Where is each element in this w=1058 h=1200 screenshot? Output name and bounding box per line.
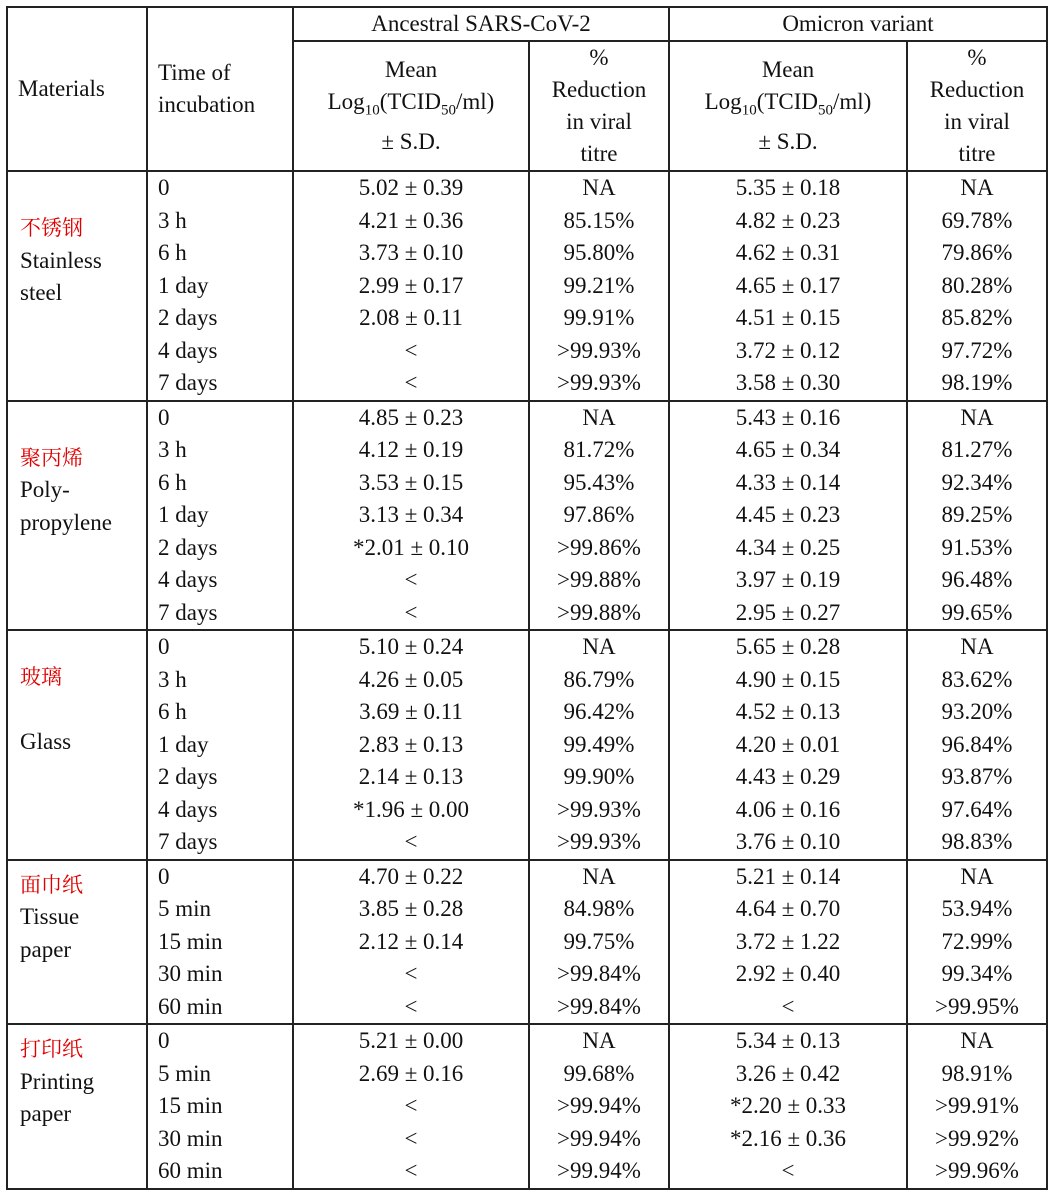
time-cell: 7 days bbox=[147, 826, 293, 860]
ancestral-pct-cell: 97.86% bbox=[529, 499, 669, 532]
titre-label: titre bbox=[580, 141, 618, 166]
omicron-mean-cell: 3.58 ± 0.30 bbox=[669, 367, 907, 401]
omicron-pct-cell: 80.28% bbox=[907, 270, 1047, 303]
time-cell: 3 h bbox=[147, 664, 293, 697]
table-row bbox=[7, 958, 1047, 991]
table-row bbox=[7, 270, 1047, 303]
omicron-pct-cell: 83.62% bbox=[907, 664, 1047, 697]
ancestral-mean-cell: 2.12 ± 0.14 bbox=[293, 926, 529, 959]
ancestral-pct-cell: 95.43% bbox=[529, 467, 669, 500]
table-row bbox=[7, 1123, 1047, 1156]
time-cell: 15 min bbox=[147, 926, 293, 959]
omicron-mean-cell: 3.72 ± 1.22 bbox=[669, 926, 907, 959]
table-row bbox=[7, 664, 1047, 697]
table-row bbox=[7, 467, 1047, 500]
table-row bbox=[7, 434, 1047, 467]
ancestral-mean-cell: 4.70 ± 0.22 bbox=[293, 860, 529, 894]
omicron-mean-cell: 4.64 ± 0.70 bbox=[669, 893, 907, 926]
omicron-mean-cell: 3.26 ± 0.42 bbox=[669, 1058, 907, 1091]
header-row-1 bbox=[7, 7, 1047, 41]
table-row bbox=[7, 794, 1047, 827]
omicron-mean-cell: 4.51 ± 0.15 bbox=[669, 302, 907, 335]
ancestral-pct-cell: >99.93% bbox=[529, 367, 669, 401]
time-cell: 4 days bbox=[147, 564, 293, 597]
table-row bbox=[7, 630, 1047, 664]
ancestral-mean-cell: < bbox=[293, 826, 529, 860]
omicron-mean-cell: 5.65 ± 0.28 bbox=[669, 630, 907, 664]
time-cell: 0 bbox=[147, 630, 293, 664]
ancestral-pct-cell: NA bbox=[529, 630, 669, 664]
sd-label: ± S.D. bbox=[758, 129, 818, 155]
ancestral-pct-header bbox=[529, 41, 669, 171]
omicron-pct-cell: 79.86% bbox=[907, 237, 1047, 270]
omicron-pct-cell: 96.48% bbox=[907, 564, 1047, 597]
omicron-mean-cell: 3.97 ± 0.19 bbox=[669, 564, 907, 597]
table-row bbox=[7, 564, 1047, 597]
table-row bbox=[7, 696, 1047, 729]
material-english-label: Tissue bbox=[20, 904, 80, 929]
omicron-pct-cell: >99.91% bbox=[907, 1090, 1047, 1123]
material-chinese-label: 聚丙烯 bbox=[20, 445, 83, 470]
ancestral-mean-cell: 3.85 ± 0.28 bbox=[293, 893, 529, 926]
ancestral-pct-cell: >99.84% bbox=[529, 991, 669, 1025]
table-row bbox=[7, 171, 1047, 205]
omicron-pct-cell: 92.34% bbox=[907, 467, 1047, 500]
omicron-pct-cell: 98.91% bbox=[907, 1058, 1047, 1091]
ancestral-mean-cell: 3.13 ± 0.34 bbox=[293, 499, 529, 532]
data-table-container bbox=[6, 6, 1048, 1190]
time-cell: 0 bbox=[147, 401, 293, 435]
omicron-mean-cell: 4.06 ± 0.16 bbox=[669, 794, 907, 827]
material-english-label: Printing bbox=[20, 1068, 95, 1094]
ancestral-pct-cell: 85.15% bbox=[529, 205, 669, 238]
omicron-pct-cell: 93.20% bbox=[907, 696, 1047, 729]
omicron-mean-cell: 2.92 ± 0.40 bbox=[669, 958, 907, 991]
material-cell bbox=[7, 630, 147, 860]
time-cell: 6 h bbox=[147, 237, 293, 270]
ancestral-mean-cell: 2.69 ± 0.16 bbox=[293, 1058, 529, 1091]
time-cell: 6 h bbox=[147, 467, 293, 500]
time-cell: 60 min bbox=[147, 991, 293, 1025]
mean-label: Mean bbox=[761, 56, 815, 82]
ancestral-mean-cell: 4.26 ± 0.05 bbox=[293, 664, 529, 697]
omicron-pct-cell: 93.87% bbox=[907, 761, 1047, 794]
time-cell: 5 min bbox=[147, 893, 293, 926]
omicron-pct-cell: 99.34% bbox=[907, 958, 1047, 991]
material-english-label-2: propylene bbox=[20, 509, 112, 535]
table-row bbox=[7, 893, 1047, 926]
omicron-pct-cell: NA bbox=[907, 860, 1047, 894]
omicron-mean-cell: 3.72 ± 0.12 bbox=[669, 335, 907, 368]
titre-label: titre bbox=[958, 141, 996, 166]
ancestral-mean-cell: 3.53 ± 0.15 bbox=[293, 467, 529, 500]
omicron-mean-cell: 4.20 ± 0.01 bbox=[669, 729, 907, 762]
material-chinese-label: 玻璃 bbox=[20, 665, 62, 689]
omicron-pct-cell: >99.95% bbox=[907, 991, 1047, 1025]
ancestral-pct-cell: NA bbox=[529, 401, 669, 435]
time-header-line1: Time of bbox=[158, 60, 231, 85]
time-cell: 1 day bbox=[147, 499, 293, 532]
table-row bbox=[7, 597, 1047, 631]
time-cell: 5 min bbox=[147, 1058, 293, 1091]
table-row bbox=[7, 532, 1047, 565]
ancestral-mean-cell: < bbox=[293, 1155, 529, 1189]
ancestral-pct-cell: NA bbox=[529, 171, 669, 205]
omicron-mean-cell: 4.52 ± 0.13 bbox=[669, 696, 907, 729]
ancestral-pct-cell: 99.91% bbox=[529, 302, 669, 335]
table-row bbox=[7, 991, 1047, 1025]
time-cell: 6 h bbox=[147, 696, 293, 729]
omicron-mean-cell: 4.82 ± 0.23 bbox=[669, 205, 907, 238]
ancestral-pct-cell: >99.84% bbox=[529, 958, 669, 991]
omicron-pct-cell: 96.84% bbox=[907, 729, 1047, 762]
omicron-pct-cell: 99.65% bbox=[907, 597, 1047, 631]
ancestral-mean-cell: 2.14 ± 0.13 bbox=[293, 761, 529, 794]
ancestral-pct-cell: >99.88% bbox=[529, 564, 669, 597]
omicron-pct-cell: 85.82% bbox=[907, 302, 1047, 335]
table-row bbox=[7, 302, 1047, 335]
ancestral-mean-cell: 5.02 ± 0.39 bbox=[293, 171, 529, 205]
reduction-label: Reduction bbox=[551, 77, 647, 102]
material-english-label-2: steel bbox=[20, 280, 63, 305]
time-cell: 2 days bbox=[147, 302, 293, 335]
omicron-mean-cell: 5.34 ± 0.13 bbox=[669, 1024, 907, 1058]
omicron-mean-cell: 4.90 ± 0.15 bbox=[669, 664, 907, 697]
ancestral-header: Ancestral SARS-CoV-2 bbox=[293, 7, 669, 41]
time-cell: 3 h bbox=[147, 205, 293, 238]
table-row bbox=[7, 1090, 1047, 1123]
pct-label: % bbox=[967, 45, 987, 70]
time-cell: 7 days bbox=[147, 367, 293, 401]
ancestral-mean-cell: 3.73 ± 0.10 bbox=[293, 237, 529, 270]
ancestral-mean-cell: < bbox=[293, 597, 529, 631]
ancestral-pct-cell: 81.72% bbox=[529, 434, 669, 467]
omicron-mean-cell: 4.34 ± 0.25 bbox=[669, 532, 907, 565]
table-row bbox=[7, 1058, 1047, 1091]
ancestral-pct-cell: NA bbox=[529, 1024, 669, 1058]
omicron-mean-cell: < bbox=[669, 1155, 907, 1189]
ancestral-pct-cell: >99.93% bbox=[529, 794, 669, 827]
time-cell: 0 bbox=[147, 171, 293, 205]
material-english-label: Stainless bbox=[20, 247, 102, 273]
viral-titre-table bbox=[6, 6, 1048, 1190]
time-cell: 2 days bbox=[147, 761, 293, 794]
ancestral-pct-cell: >99.93% bbox=[529, 826, 669, 860]
ancestral-pct-cell: 99.68% bbox=[529, 1058, 669, 1091]
omicron-pct-cell: 98.83% bbox=[907, 826, 1047, 860]
table-row bbox=[7, 205, 1047, 238]
omicron-mean-header bbox=[669, 41, 907, 171]
material-english-label: Glass bbox=[20, 728, 72, 754]
ancestral-pct-cell: 99.75% bbox=[529, 926, 669, 959]
table-row bbox=[7, 237, 1047, 270]
omicron-mean-cell: 5.21 ± 0.14 bbox=[669, 860, 907, 894]
ancestral-mean-cell: 2.83 ± 0.13 bbox=[293, 729, 529, 762]
table-row bbox=[7, 926, 1047, 959]
omicron-mean-cell: 4.65 ± 0.34 bbox=[669, 434, 907, 467]
table-row bbox=[7, 499, 1047, 532]
ancestral-pct-cell: 99.49% bbox=[529, 729, 669, 762]
ancestral-pct-cell: >99.93% bbox=[529, 335, 669, 368]
ancestral-mean-cell: 5.21 ± 0.00 bbox=[293, 1024, 529, 1058]
omicron-mean-cell: 4.43 ± 0.29 bbox=[669, 761, 907, 794]
ancestral-pct-cell: >99.94% bbox=[529, 1123, 669, 1156]
reduction-label: Reduction bbox=[929, 77, 1025, 102]
time-header bbox=[147, 7, 293, 171]
log-label: $Log_{10}(TCID_{50}/ml)$ bbox=[704, 88, 872, 119]
time-cell: 30 min bbox=[147, 958, 293, 991]
ancestral-pct-cell: >99.94% bbox=[529, 1155, 669, 1189]
omicron-pct-cell: 53.94% bbox=[907, 893, 1047, 926]
omicron-pct-cell: 81.27% bbox=[907, 434, 1047, 467]
omicron-pct-cell: 69.78% bbox=[907, 205, 1047, 238]
time-cell: 2 days bbox=[147, 532, 293, 565]
omicron-mean-cell: *2.16 ± 0.36 bbox=[669, 1123, 907, 1156]
omicron-pct-cell: 89.25% bbox=[907, 499, 1047, 532]
ancestral-mean-cell: 5.10 ± 0.24 bbox=[293, 630, 529, 664]
in-viral-label: in viral bbox=[944, 109, 1010, 134]
ancestral-mean-cell: 2.08 ± 0.11 bbox=[293, 302, 529, 335]
ancestral-mean-cell: < bbox=[293, 335, 529, 368]
time-header-line2: incubation bbox=[158, 92, 256, 117]
table-row bbox=[7, 860, 1047, 894]
omicron-mean-cell: 5.43 ± 0.16 bbox=[669, 401, 907, 435]
ancestral-mean-header bbox=[293, 41, 529, 171]
sd-label: ± S.D. bbox=[381, 129, 441, 155]
ancestral-pct-cell: 96.42% bbox=[529, 696, 669, 729]
omicron-pct-cell: NA bbox=[907, 401, 1047, 435]
materials-header: Materials bbox=[7, 7, 147, 171]
time-cell: 60 min bbox=[147, 1155, 293, 1189]
omicron-mean-cell: 5.35 ± 0.18 bbox=[669, 171, 907, 205]
time-cell: 15 min bbox=[147, 1090, 293, 1123]
ancestral-mean-cell: < bbox=[293, 564, 529, 597]
time-cell: 3 h bbox=[147, 434, 293, 467]
table-row bbox=[7, 1155, 1047, 1189]
omicron-mean-cell: 4.33 ± 0.14 bbox=[669, 467, 907, 500]
omicron-pct-cell: >99.92% bbox=[907, 1123, 1047, 1156]
omicron-mean-cell: *2.20 ± 0.33 bbox=[669, 1090, 907, 1123]
time-cell: 30 min bbox=[147, 1123, 293, 1156]
omicron-pct-cell: 97.72% bbox=[907, 335, 1047, 368]
ancestral-pct-cell: 86.79% bbox=[529, 664, 669, 697]
in-viral-label: in viral bbox=[566, 109, 632, 134]
material-chinese-label: 面巾纸 bbox=[20, 872, 83, 897]
ancestral-pct-cell: 95.80% bbox=[529, 237, 669, 270]
ancestral-mean-cell: 4.12 ± 0.19 bbox=[293, 434, 529, 467]
time-cell: 0 bbox=[147, 1024, 293, 1058]
mean-label: Mean bbox=[384, 56, 438, 82]
ancestral-pct-cell: >99.94% bbox=[529, 1090, 669, 1123]
omicron-pct-cell: NA bbox=[907, 1024, 1047, 1058]
ancestral-mean-cell: 3.69 ± 0.11 bbox=[293, 696, 529, 729]
time-cell: 1 day bbox=[147, 729, 293, 762]
omicron-pct-cell: >99.96% bbox=[907, 1155, 1047, 1189]
ancestral-pct-cell: >99.88% bbox=[529, 597, 669, 631]
table-row bbox=[7, 367, 1047, 401]
ancestral-mean-cell: < bbox=[293, 958, 529, 991]
material-english-label-2: paper bbox=[20, 1101, 72, 1126]
ancestral-mean-cell: < bbox=[293, 1123, 529, 1156]
time-cell: 1 day bbox=[147, 270, 293, 303]
ancestral-pct-cell: NA bbox=[529, 860, 669, 894]
omicron-pct-cell: 91.53% bbox=[907, 532, 1047, 565]
time-cell: 7 days bbox=[147, 597, 293, 631]
omicron-mean-cell: 4.62 ± 0.31 bbox=[669, 237, 907, 270]
ancestral-mean-cell: *1.96 ± 0.00 bbox=[293, 794, 529, 827]
material-cell bbox=[7, 171, 147, 401]
time-cell: 0 bbox=[147, 860, 293, 894]
omicron-mean-cell: 2.95 ± 0.27 bbox=[669, 597, 907, 631]
table-row bbox=[7, 335, 1047, 368]
omicron-mean-cell: 4.45 ± 0.23 bbox=[669, 499, 907, 532]
time-cell: 4 days bbox=[147, 335, 293, 368]
log-label: $Log_{10}(TCID_{50}/ml)$ bbox=[327, 88, 495, 119]
material-english-label: Poly- bbox=[20, 477, 70, 502]
table-row bbox=[7, 729, 1047, 762]
material-cell bbox=[7, 401, 147, 631]
omicron-pct-header bbox=[907, 41, 1047, 171]
time-cell: 4 days bbox=[147, 794, 293, 827]
material-chinese-label: 打印纸 bbox=[20, 1037, 83, 1061]
omicron-mean-cell: 4.65 ± 0.17 bbox=[669, 270, 907, 303]
ancestral-mean-cell: < bbox=[293, 991, 529, 1025]
omicron-pct-cell: 98.19% bbox=[907, 367, 1047, 401]
ancestral-pct-cell: 84.98% bbox=[529, 893, 669, 926]
table-row bbox=[7, 761, 1047, 794]
ancestral-mean-cell: < bbox=[293, 367, 529, 401]
ancestral-mean-cell: < bbox=[293, 1090, 529, 1123]
ancestral-mean-cell: 4.85 ± 0.23 bbox=[293, 401, 529, 435]
omicron-pct-cell: NA bbox=[907, 630, 1047, 664]
omicron-mean-cell: < bbox=[669, 991, 907, 1025]
omicron-header: Omicron variant bbox=[669, 7, 1047, 41]
ancestral-pct-cell: 99.90% bbox=[529, 761, 669, 794]
table-row bbox=[7, 1024, 1047, 1058]
ancestral-mean-cell: *2.01 ± 0.10 bbox=[293, 532, 529, 565]
omicron-pct-cell: 97.64% bbox=[907, 794, 1047, 827]
ancestral-mean-cell: 2.99 ± 0.17 bbox=[293, 270, 529, 303]
omicron-mean-cell: 3.76 ± 0.10 bbox=[669, 826, 907, 860]
omicron-pct-cell: NA bbox=[907, 171, 1047, 205]
omicron-pct-cell: 72.99% bbox=[907, 926, 1047, 959]
material-chinese-label: 不锈钢 bbox=[20, 216, 83, 240]
material-cell bbox=[7, 1024, 147, 1189]
ancestral-pct-cell: 99.21% bbox=[529, 270, 669, 303]
table-row bbox=[7, 826, 1047, 860]
table-row bbox=[7, 401, 1047, 435]
material-cell bbox=[7, 860, 147, 1025]
ancestral-pct-cell: >99.86% bbox=[529, 532, 669, 565]
pct-label: % bbox=[589, 45, 609, 70]
ancestral-mean-cell: 4.21 ± 0.36 bbox=[293, 205, 529, 238]
material-english-label-2: paper bbox=[20, 936, 72, 962]
